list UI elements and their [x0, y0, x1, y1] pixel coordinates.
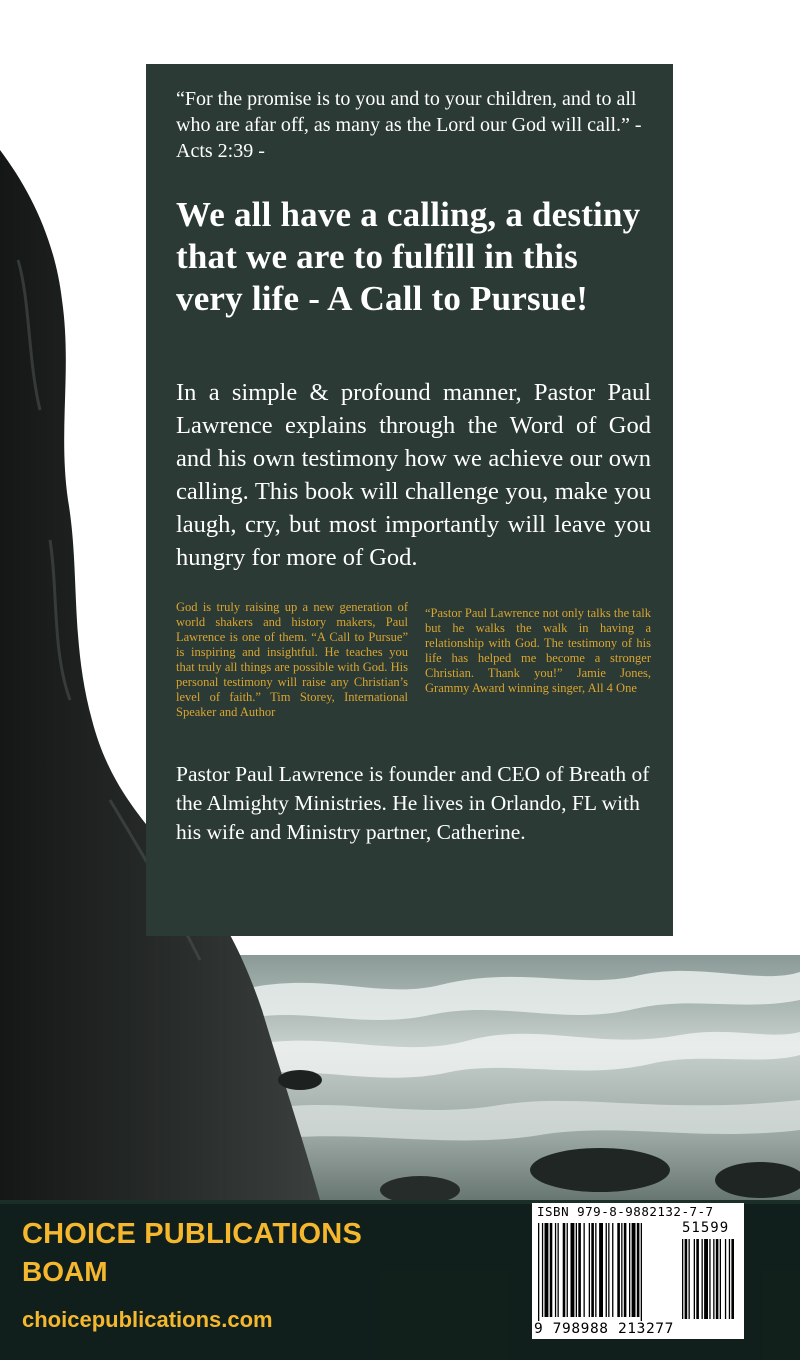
barcode-bar	[617, 1223, 620, 1317]
endorsements	[176, 600, 651, 720]
barcode-bar	[612, 1223, 613, 1317]
barcode-bar	[595, 1223, 596, 1317]
price-barcode-bar	[685, 1239, 688, 1319]
endorsement-tim-storey: God is truly raising up a new generation of world shakers and history makers, Paul Lawrence is one of them. “A Call to Pursue” is inspiring and insightful. He teaches you that truly all things are possible with God. His personal testimony will raise any Christian’s level of faith.” Tim Storey, International Speaker and Author	[176, 600, 408, 719]
price-barcode-bar	[731, 1239, 734, 1319]
barcode-bar	[608, 1223, 609, 1317]
author-bio: Pastor Paul Lawrence is founder and CEO of Breath of the Almighty Ministries. He lives in Orlando, FL with his wife and Ministry partner, Catherine.	[176, 762, 650, 844]
price-barcode-bar	[709, 1239, 710, 1319]
price-barcode-bar	[729, 1239, 730, 1319]
barcode-bar	[589, 1223, 590, 1317]
price-code: 51599	[682, 1220, 730, 1236]
price-barcode-bar	[689, 1239, 690, 1319]
book-description: In a simple & profound manner, Pastor Paul Lawrence explains through the Word of God and his own testimony how we achieve our own calling. This book will challenge you, make you laugh, cry, but most importantly will leave you hungry for more of God.	[176, 379, 651, 571]
price-barcode-bar	[704, 1239, 708, 1319]
barcode-bar	[641, 1223, 642, 1323]
barcode-bar	[550, 1223, 553, 1317]
barcode-bar	[563, 1223, 566, 1317]
barcode-bar	[621, 1223, 622, 1317]
price-barcode-bar	[716, 1239, 719, 1319]
scripture-quote: “For the promise is to you and to your children, and to all who are afar off, as many as the Lord our God will call.” - Acts 2:39 -	[176, 88, 642, 162]
publisher-website: choicepublications.com	[22, 1307, 273, 1332]
endorsement-jamie-jones: “Pastor Paul Lawrence not only talks the talk but he walks the walk in having a relationship with God. The testimony of his life has helped me become a stronger Christian. Thank you!” Jamie Jones, Grammy Award winning singer, All 4 One	[425, 606, 651, 695]
barcode-bar	[599, 1223, 603, 1317]
price-barcode-bar	[713, 1239, 714, 1319]
barcode-bar	[584, 1223, 585, 1317]
publisher-block	[22, 1216, 362, 1334]
ean-number: 9 798988 213277	[534, 1321, 674, 1337]
barcode-bar	[558, 1223, 559, 1317]
barcode-bar	[542, 1223, 543, 1317]
barcode-bar	[637, 1223, 640, 1317]
price-barcode-bar	[696, 1239, 699, 1319]
isbn-label: ISBN 979-8-9882132-7-7	[537, 1204, 714, 1219]
isbn-barcode	[532, 1203, 744, 1339]
barcode-bar	[538, 1223, 539, 1323]
tagline-heading: We all have a calling, a destiny that we are to fulfill in this very life - A Call to Pursue!	[176, 195, 641, 318]
barcode-bar	[555, 1223, 556, 1317]
publisher-name: CHOICE PUBLICATIONS	[22, 1218, 362, 1250]
publisher-imprint: BOAM	[22, 1256, 108, 1287]
price-barcode-bar	[694, 1239, 695, 1319]
barcode-bar	[624, 1223, 627, 1317]
barcode-bar	[629, 1223, 630, 1317]
price-barcode-bar	[725, 1239, 726, 1319]
barcode-bar	[578, 1223, 581, 1317]
price-barcode-bar	[682, 1239, 683, 1319]
barcode-bar	[632, 1223, 636, 1317]
barcode-bar	[606, 1223, 607, 1317]
barcode-bar	[591, 1223, 594, 1317]
barcode-bar	[571, 1223, 575, 1317]
barcode-bar	[545, 1223, 549, 1317]
price-barcode-bar	[720, 1239, 721, 1319]
barcode-bar	[567, 1223, 568, 1317]
price-barcode-bar	[702, 1239, 703, 1319]
text-panel	[146, 64, 673, 936]
barcode-bar	[576, 1223, 577, 1317]
